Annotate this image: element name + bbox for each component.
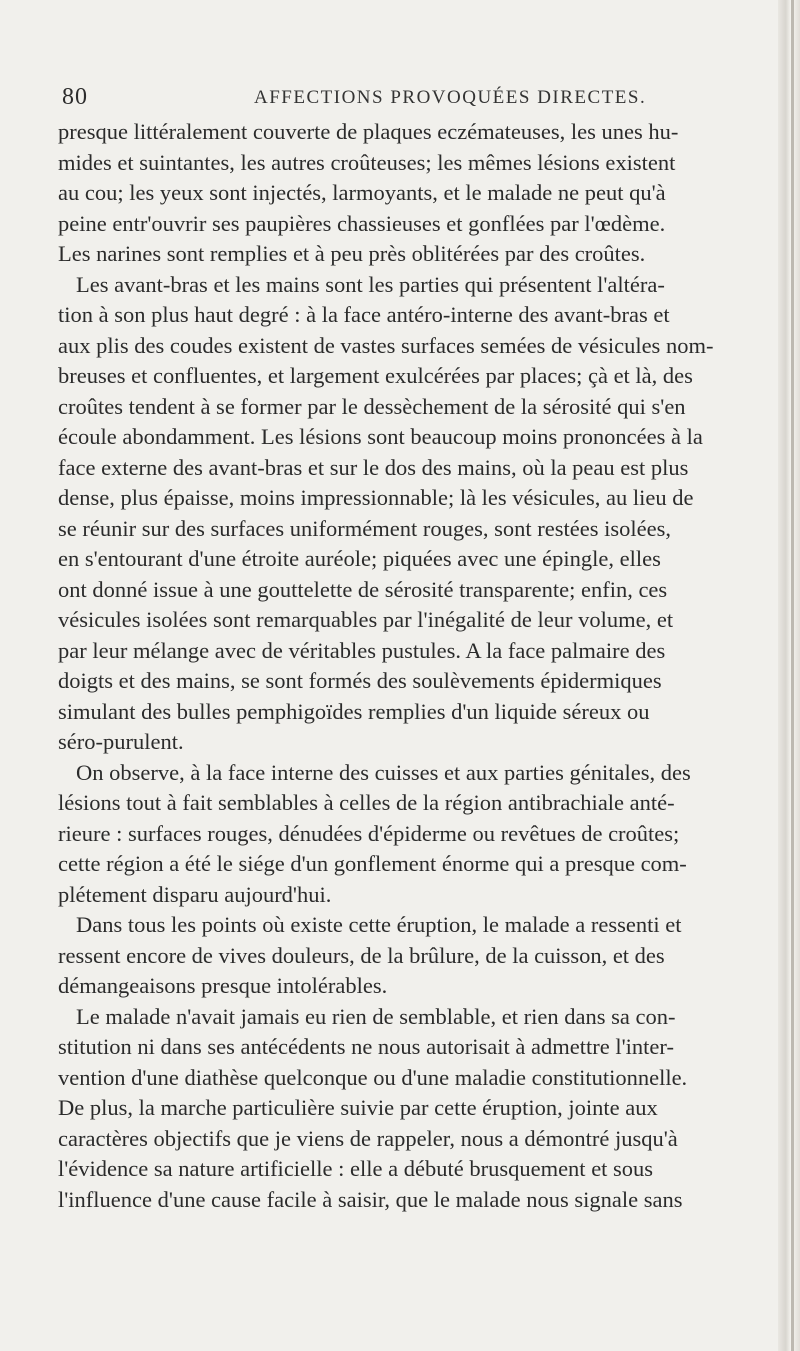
text-line: séro-purulent.	[58, 729, 184, 754]
text-line: On observe, à la face interne des cuisses et aux parties génitales, des	[76, 759, 691, 785]
text-line: doigts et des mains, se sont formés des soulèvements épidermiques	[58, 668, 662, 693]
text-line: par leur mélange avec de véritables pustules. A la face palmaire des	[58, 637, 666, 663]
text-line: démangeaisons presque intolérables.	[58, 973, 388, 998]
running-head: AFFECTIONS PROVOQUÉES DIRECTES.	[254, 87, 647, 108]
text-line: mides et suintantes, les autres croûteuses; les mêmes lésions existent	[58, 149, 676, 175]
text-line: plétement disparu aujourd'hui.	[58, 881, 332, 907]
text-line: ont donné issue à une gouttelette de sérosité transparente; enfin, ces	[58, 576, 668, 602]
text-line: en s'entourant d'une étroite auréole; piquées avec une épingle, elles	[58, 546, 661, 571]
text-line: presque littéralement couverte de plaques eczémateuses, les unes hu-	[58, 119, 679, 144]
page-number: 80	[62, 84, 88, 110]
text-line: se réunir sur des surfaces uniformément rouges, sont restées isolées,	[58, 515, 671, 541]
text-line: simulant des bulles pemphigoïdes remplies d'un liquide séreux ou	[58, 698, 650, 724]
text-line: aux plis des coudes existent de vastes surfaces semées de vésicules nom-	[58, 332, 714, 358]
text-line: Les avant-bras et les mains sont les parties qui présentent l'altéra-	[76, 271, 665, 297]
text-line: Le malade n'avait jamais eu rien de semblable, et rien dans sa con-	[76, 1003, 676, 1029]
text-line: De plus, la marche particulière suivie par cette éruption, jointe aux	[58, 1095, 658, 1120]
text-line: rieure : surfaces rouges, dénudées d'épiderme ou revêtues de croûtes;	[58, 820, 680, 846]
text-line: Dans tous les points où existe cette éruption, le malade a ressenti et	[76, 912, 682, 937]
text-line: vention d'une diathèse quelconque ou d'une maladie constitutionnelle.	[58, 1064, 688, 1090]
page-edge-line	[791, 0, 794, 1351]
text-line: l'évidence sa nature artificielle : elle a débuté brusquement et sous	[58, 1156, 654, 1181]
text-line: l'influence d'une cause facile à saisir, que le malade nous signale sans	[58, 1186, 683, 1212]
page-header	[62, 84, 722, 110]
text-line: tion à son plus haut degré : à la face antéro-interne des avant-bras et	[58, 302, 670, 327]
text-line: peine entr'ouvrir ses paupières chassieuses et gonflées par l'œdème.	[58, 210, 666, 236]
text-line: breuses et confluentes, et largement exulcérées par places; çà et là, des	[58, 363, 693, 388]
text-line: vésicules isolées sont remarquables par l'inégalité de leur volume, et	[58, 607, 674, 632]
text-line: lésions tout à fait semblables à celles de la région antibrachiale anté-	[58, 790, 675, 815]
text-line: stitution ni dans ses antécédents ne nous autorisait à admettre l'inter-	[58, 1034, 674, 1059]
page-edge	[778, 0, 800, 1351]
body-text	[58, 117, 743, 1215]
text-line: caractères objectifs que je viens de rappeler, nous a démontré jusqu'à	[58, 1125, 678, 1151]
text-line: Les narines sont remplies et à peu près oblitérées par des croûtes.	[58, 241, 646, 266]
text-line: au cou; les yeux sont injectés, larmoyants, et le malade ne peut qu'à	[58, 180, 666, 205]
text-line: cette région a été le siége d'un gonflement énorme qui a presque com-	[58, 851, 687, 876]
text-line: croûtes tendent à se former par le dessèchement de la sérosité qui s'en	[58, 393, 686, 419]
text-line: dense, plus épaisse, moins impressionnable; là les vésicules, au lieu de	[58, 485, 694, 510]
text-line: ressent encore de vives douleurs, de la brûlure, de la cuisson, et des	[58, 942, 665, 968]
text-line: face externe des avant-bras et sur le dos des mains, où la peau est plus	[58, 454, 689, 480]
text-line: écoule abondamment. Les lésions sont beaucoup moins prononcées à la	[58, 424, 703, 449]
